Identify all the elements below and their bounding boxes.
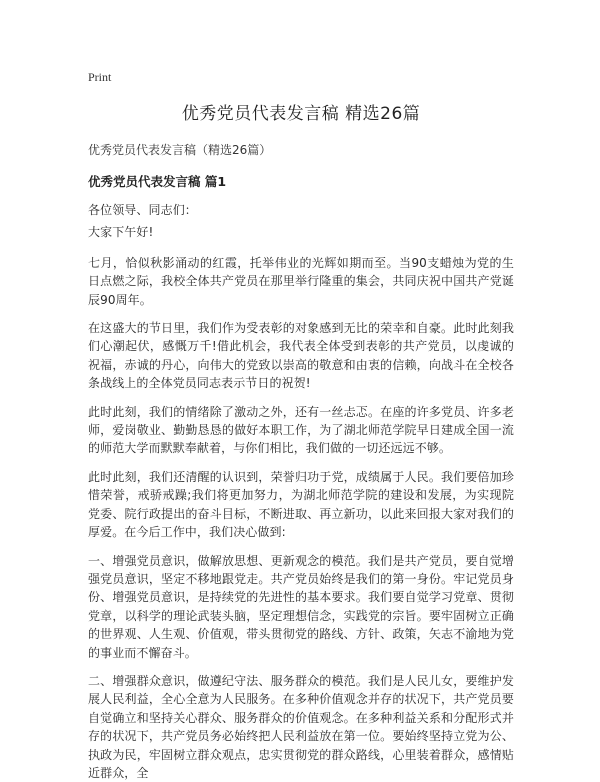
section-heading: 优秀党员代表发言稿 篇1 [88,174,227,189]
paragraph: 二、增强群众意识，做遵纪守法、服务群众的模范。我们是人民儿女，要维护发展人民利益，全心全意为人民服务。在多种价值观念并存的状况下，共产党员要自觉确立和坚持关心群众、服务群众的价值观念。在多种利益关系和分配形式并存的状况下，共产党员务必始终把人民利益放在第一位。要始终坚持立党为公、执政为民，牢固树立群众观点，忠实贯彻党的群众路线，心里装着群众，感情贴近群众，全 [88,673,514,780]
paragraph: 此时此刻，我们还清醒的认识到，荣誉归功于党，成绩属于人民。我们要倍加珍惜荣誉，戒骄戒躁;我们将更加努力，为湖北师范学院的建设和发展，为实现院党委、院行政提出的奋斗目标，不断进取、再立新功，以此来回报大家对我们的厚爱。在今后工作中，我们决心做到: [88,469,514,540]
paragraph: 此时此刻，我们的情绪除了激动之外，还有一丝忐忑。在座的许多党员、许多老师，爱岗敬业、勤勤恳恳的做好本职工作，为了湖北师范学院早日建成全国一流的师范大学而默默奉献着，与你们相比，我们做的一切还远远不够。 [88,404,514,456]
print-link[interactable]: Print [88,70,112,84]
paragraph: 一、增强党员意识，做解放思想、更新观念的模范。我们是共产党员，要自觉增强党员意识，坚定不移地跟党走。共产党员始终是我们的第一身份。牢记党员身份、增强党员意识，是持续党的先进性的基本要求。我们要自觉学习党章、贯彻党章，以科学的理论武装头脑，坚定理想信念，实践党的宗旨。要牢固树立正确的世界观、人生观、价值观，带头贯彻党的路线、方针、政策，矢志不渝地为党的事业而不懈奋斗。 [88,553,514,660]
salutation: 各位领导、同志们： [88,203,197,217]
document-title: 优秀党员代表发言稿 精选26篇 [181,104,421,124]
paragraph: 七月，恰似秋影涌动的红霞，托举伟业的光辉如期而至。当90支蜡烛为党的生日点燃之际，我校全体共产党员在那里举行隆重的集会，共同庆祝中国共产党诞辰90周年。 [88,255,514,307]
paragraph: 在这盛大的节日里，我们作为受表彰的对象感到无比的荣幸和自豪。此时此刻我们心潮起伏，感慨万千!借此机会，我代表全体受到表彰的共产党员，以虔诚的祝福，赤诚的丹心，向伟大的党致以崇高的敬意和由衷的信赖，向战斗在全校各条战线上的全体党员同志表示节日的祝贺! [88,321,514,391]
greeting: 大家下午好! [88,225,154,240]
document-subtitle: 优秀党员代表发言稿（精选26篇） [88,143,272,157]
